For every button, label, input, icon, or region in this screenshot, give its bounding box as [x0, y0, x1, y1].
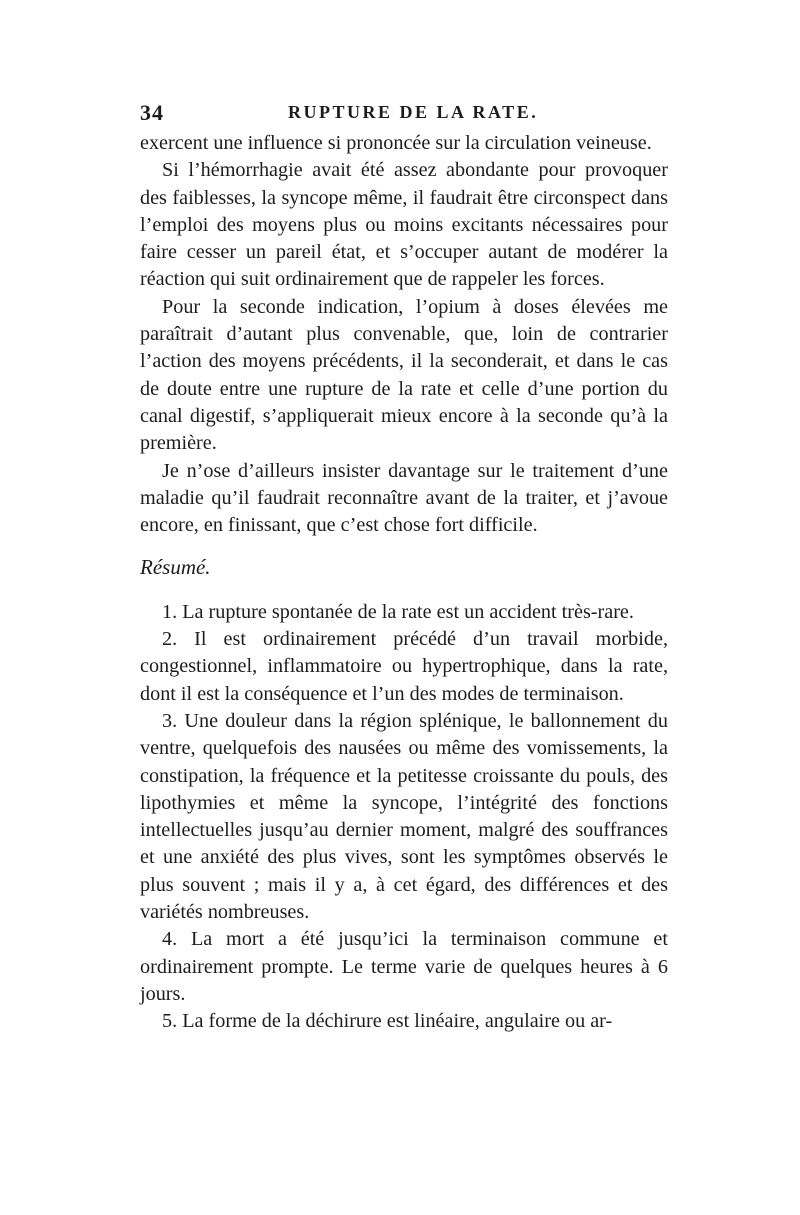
resume-item: 2. Il est ordinairement précédé d’un travail morbide, congestionnel, inflammatoire ou hypertrophique, dans la rate, dont il est la conséquence et l’un des modes de terminaison.	[140, 628, 668, 705]
paragraph: Si l’hémorrhagie avait été assez abondante pour provoquer des faiblesses, la syncope même, il faudrait être circonspect dans l’emploi des moyens plus ou moins excitants nécessaires pour faire cesser un pareil état, et s’occuper autant de modérer la réaction qui suit ordinairement que de rappeler les forces.	[140, 159, 668, 291]
resume-item: 4. La mort a été jusqu’ici la terminaison commune et ordinairement prompte. Le terme varie de quelques heures à 6 jours.	[140, 928, 668, 1005]
resume-item: 3. Une douleur dans la région splénique, le ballonnement du ventre, quelquefois des nausées ou même des vomissements, la constipation, la fréquence et la petitesse croissante du pouls, des lipothymies et même la syncope, l’intégrité des fonctions intellectuelles jusqu’au dernier moment, malgré des souffrances et une anxiété des plus vives, sont les symptômes observés le plus souvent ; mais il y a, à cet égard, des différences et des variétés nombreuses.	[140, 709, 668, 924]
resume-heading: Résumé.	[140, 555, 211, 580]
paragraph: Pour la seconde indication, l’opium à doses élevées me paraîtrait d’autant plus convenable, que, loin de contrarier l’action des moyens précédents, il la seconderait, et dans le cas de doute entre une rupture de la rate et celle d’une portion du canal digestif, s’appliquerait mieux encore à la seconde qu’à la première.	[140, 295, 668, 455]
running-title: RUPTURE DE LA RATE.	[288, 102, 539, 122]
resume-item: 5. La forme de la déchirure est linéaire, angulaire ou ar-	[162, 1010, 613, 1033]
paragraph-continuation: exercent une influence si prononcée sur la circulation veineuse.	[140, 132, 652, 154]
page-number: 34	[140, 100, 164, 125]
resume-item: 1. La rupture spontanée de la rate est un accident très-rare.	[162, 600, 634, 623]
page-body	[140, 130, 668, 1036]
paragraph: Je n’ose d’ailleurs insister davantage sur le traitement d’une maladie qu’il faudrait reconnaître avant de la traiter, et j’avoue encore, en finissant, que c’est chose fort difficile.	[140, 459, 668, 537]
page-header	[140, 100, 668, 130]
